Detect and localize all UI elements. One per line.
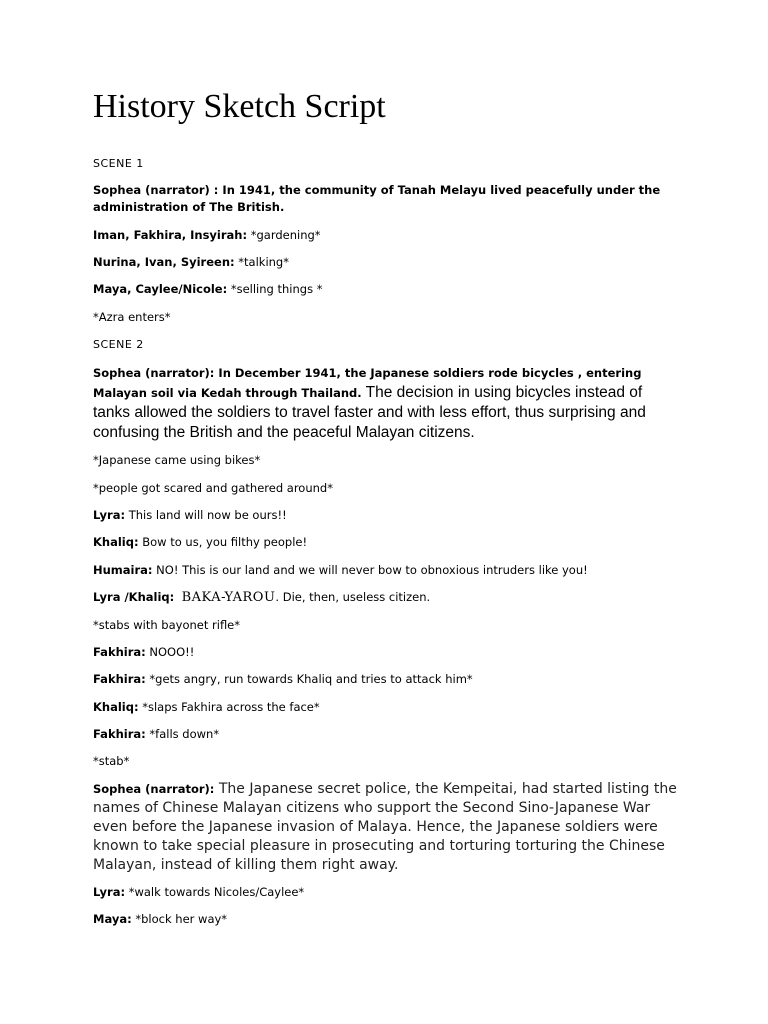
dialogue: In December 1941, the Japanese soldiers rode bicycles , entering Malayan soil via Kedah through Thailand.: [93, 366, 642, 400]
stage-direction: *stabs with bayonet rifle*: [93, 618, 241, 632]
speaker: Maya, Caylee/Nicole:: [93, 282, 228, 296]
action: *talking*: [234, 255, 289, 269]
script-line: [93, 562, 683, 579]
action: *falls down*: [145, 727, 220, 741]
speaker: Nurina, Ivan, Syireen:: [93, 255, 235, 269]
speaker: Lyra /Khaliq:: [93, 590, 175, 604]
action: *walk towards Nicoles/Caylee*: [125, 885, 305, 899]
dialogue: BAKA-YAROU: [181, 590, 276, 605]
script-line: [93, 227, 683, 244]
script-line: [93, 699, 683, 716]
script-line: [93, 254, 683, 271]
dialogue: In 1941, the community of Tanah Melayu lived peacefully under the administration of The British.: [93, 183, 661, 214]
script-line: [93, 671, 683, 688]
speaker: Khaliq:: [93, 700, 139, 714]
stage-direction: *Azra enters*: [93, 310, 171, 324]
dialogue: This land will now be ours!!: [125, 508, 287, 522]
speaker: Humaira:: [93, 563, 153, 577]
stage-direction: *people got scared and gathered around*: [93, 481, 333, 495]
script-line: [93, 363, 683, 443]
action: *selling things *: [227, 282, 323, 296]
speaker: Lyra:: [93, 885, 126, 899]
dialogue: . Die, then, useless citizen.: [275, 590, 431, 604]
scene-2-heading: SCENE 2: [93, 338, 144, 351]
script-line: [93, 644, 683, 661]
script-line: [93, 281, 683, 298]
script-line: [93, 182, 683, 216]
stage-direction: *Japanese came using bikes*: [93, 453, 261, 467]
dialogue: Bow to us, you filthy people!: [138, 535, 308, 549]
action: *block her way*: [131, 912, 228, 926]
script-line: [93, 589, 683, 606]
speaker: Fakhira:: [93, 645, 146, 659]
speaker: Fakhira:: [93, 727, 146, 741]
speaker: Sophea (narrator):: [93, 782, 215, 796]
page-title: History Sketch Script: [93, 88, 386, 125]
dialogue: NO! This is our land and we will never bow to obnoxious intruders like you!: [152, 563, 588, 577]
dialogue: NOOO!!: [145, 645, 195, 659]
speaker: Fakhira:: [93, 672, 146, 686]
script-line: [93, 780, 683, 875]
action: *gets angry, run towards Khaliq and tries to attack him*: [145, 672, 473, 686]
speaker: Maya:: [93, 912, 132, 926]
script-line: [93, 726, 683, 743]
scene-1-heading: SCENE 1: [93, 157, 144, 170]
stage-direction: *stab*: [93, 754, 130, 768]
speaker: Khaliq:: [93, 535, 139, 549]
action: *slaps Fakhira across the face*: [138, 700, 320, 714]
script-line: [93, 534, 683, 551]
dialogue: The Japanese secret police, the Kempeitai, had started listing the names of Chinese Malayan citizens who support the Second Sino-Japanese War even before the Japanese invasion of Malaya. Hence, the Japanese soldiers were known to take special pleasure in prosecuting and torturing torturing the Chinese Malayan, instead of killing them right away.: [93, 781, 677, 873]
speaker: Sophea (narrator) :: [93, 183, 219, 197]
speaker: Sophea (narrator):: [93, 366, 215, 380]
speaker: Lyra:: [93, 508, 126, 522]
script-line: [93, 911, 683, 928]
action: *gardening*: [247, 228, 321, 242]
script-line: [93, 507, 683, 524]
speaker: Iman, Fakhira, Insyirah:: [93, 228, 248, 242]
script-line: [93, 884, 683, 901]
dialogue: The decision in using bicycles instead of tanks allowed the soldiers to travel faster and with less effort, thus surprising and confusing the British and the peaceful Malayan citizens.: [93, 384, 646, 441]
